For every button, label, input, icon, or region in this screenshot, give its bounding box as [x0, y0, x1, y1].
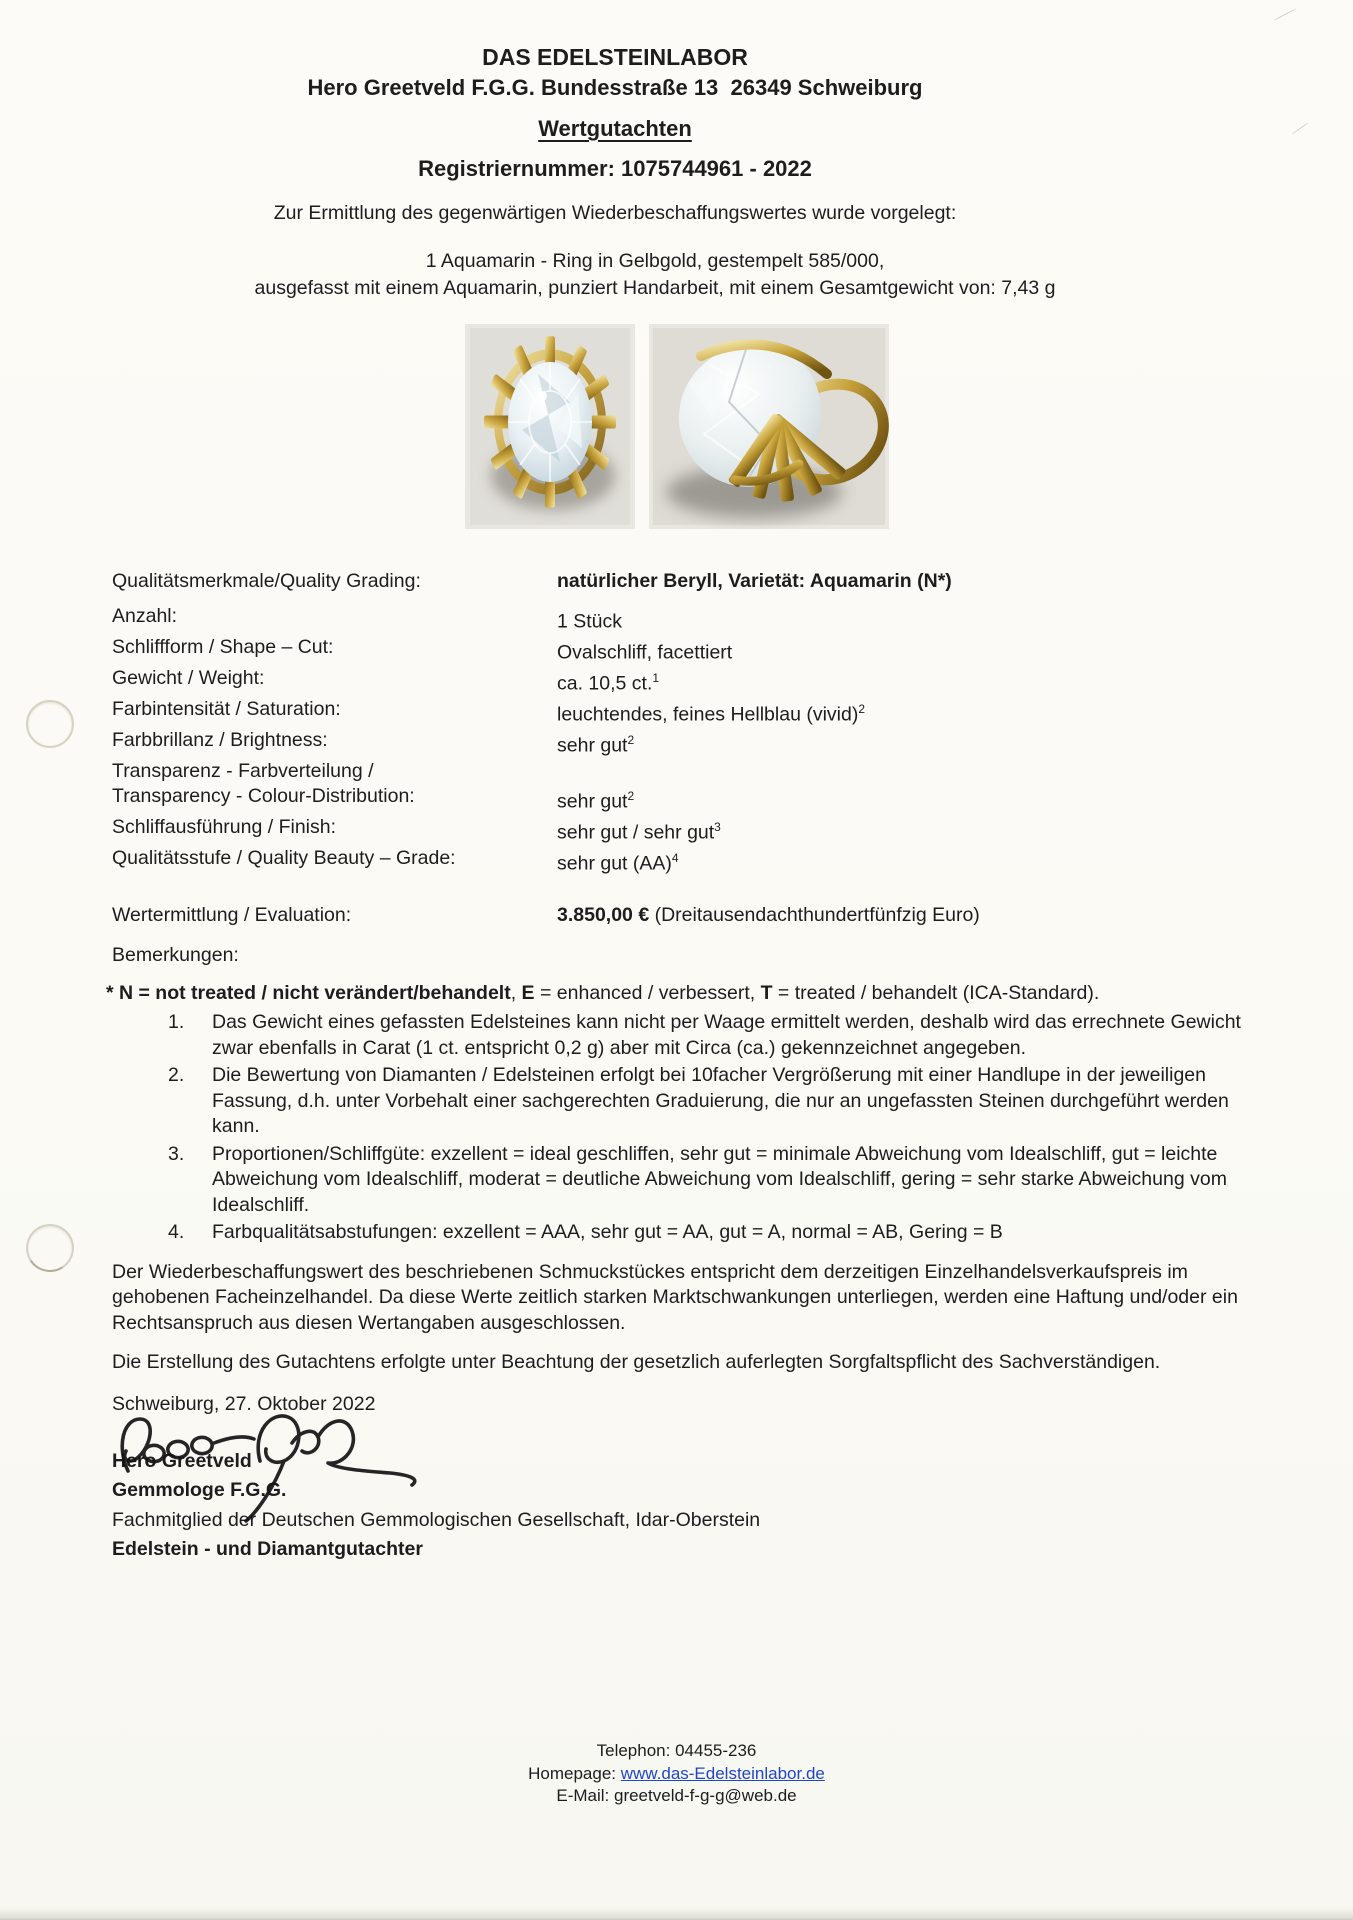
ring-photos	[0, 324, 1353, 529]
grading-rows	[112, 604, 1353, 877]
ring-photo-side-view	[649, 324, 889, 529]
registration-number: Registriernummer: 1075744961 - 2022	[418, 156, 812, 181]
footnote-item: 2. Die Bewertung von Diamanten / Edelsteinen erfolgt bei 10facher Vergrößerung mit einer Handlupe in der jeweiligen Fassung, d.h. unter Vorbehalt einer sachgerechten Graduierung, die nur an ungefassten Steinen durchgeführt werden kann.	[168, 1064, 1229, 1138]
footer-homepage-label: Homepage:	[528, 1763, 621, 1783]
hole-punch-bottom	[22, 1220, 79, 1277]
contact-footer	[0, 1740, 1353, 1808]
footnote-item: 1. Das Gewicht eines gefassten Edelsteines kann nicht per Waage ermittelt werden, deshalb wird das errechnete Gewicht zwar ebenfalls in Carat (1 ct. entspricht 0,2 g) aber mit Circa (ca.) gekennzeichnet angegeben.	[168, 1011, 1241, 1059]
signer-membership: Fachmitglied der Deutschen Gemmologischen Gesellschaft, Idar-Oberstein	[112, 1508, 761, 1531]
quality-grading-section	[112, 569, 1353, 928]
evaluation-amount: 3.850,00 €	[557, 904, 650, 927]
evaluation-label: Wertermittlung / Evaluation:	[112, 904, 352, 927]
signer-role: Edelstein - und Diamantgutachter	[112, 1538, 423, 1561]
footer-phone: Telephon: 04455-236	[596, 1741, 757, 1760]
value-disclaimer-paragraph: Der Wiederbeschaffungswert des beschriebenen Schmuckstückes entspricht dem derzeitigen Einzelhandelsverkaufspreis im gehobenen Facheinzelhandel. Da diese Werte zeitlich starken Marktschwankungen unterliegen, werden eine Haftung und/oder ein Rechtsanspruch aus diesen Wertangaben ausgeschlossen.	[112, 1260, 1238, 1334]
signer-name: Hero Greetveld	[112, 1449, 252, 1472]
signer-title: Gemmologe F.G.G.	[112, 1479, 287, 1502]
footer-homepage-line	[0, 1763, 1353, 1786]
footnote-item: 4. Farbqualitätsabstufungen: exzellent = AAA, sehr gut = AA, gut = A, normal = AB, Gering = B	[168, 1221, 1003, 1244]
grading-row: Schliffausführung / Finish: sehr gut / sehr gut$^3$	[112, 816, 721, 844]
document-title: Wertgutachten	[538, 116, 692, 141]
grading-row: Schliffform / Shape – Cut: Ovalschliff, facettiert	[112, 636, 733, 664]
hole-punch-top	[26, 700, 74, 748]
grading-section-label: Qualitätsmerkmale/Quality Grading:	[112, 570, 421, 592]
scan-bottom-edge	[0, 1908, 1353, 1920]
footnotes-list	[168, 1010, 1250, 1246]
grading-section-header	[112, 569, 1353, 594]
intro-line: Zur Ermittlung des gegenwärtigen Wiederbeschaffungswertes wurde vorgelegt:	[273, 202, 957, 224]
grading-row: Qualitätsstufe / Quality Beauty – Grade: sehr gut (AA)$^4$	[112, 847, 679, 875]
grading-row: Transparency - Colour-Distribution: sehr gut$^2$	[112, 785, 635, 813]
footer-email: E-Mail: greetveld-f-g-g@web.de	[556, 1786, 797, 1805]
ring-photo-top-view	[465, 324, 635, 529]
lab-name: DAS EDELSTEINLABOR	[482, 44, 748, 70]
grading-row: Gewicht / Weight: ca. 10,5 ct.$^1$	[112, 667, 660, 695]
lab-address: Hero Greetveld F.G.G. Bundesstraße 13 26349 Schweiburg	[307, 75, 923, 100]
treatment-legend: * N = not treated / nicht verändert/behandelt, E = enhanced / verbessert, T = treated / behandelt (ICA-Standard).	[106, 982, 1100, 1005]
grading-row: Farbintensität / Saturation: leuchtendes, feines Hellblau (vivid)$^2$	[112, 698, 866, 726]
item-line-2: ausgefasst mit einem Aquamarin, punziert Handarbeit, mit einem Gesamtgewicht von: 7,43 g	[254, 277, 1056, 299]
grading-row: Anzahl: 1 Stück	[112, 605, 623, 633]
evaluation-row	[112, 903, 1353, 928]
footer-homepage-link[interactable]: www.das-Edelsteinlabor.de	[620, 1763, 825, 1783]
remarks-label: Bemerkungen:	[112, 944, 239, 967]
grading-section-value: natürlicher Beryll, Varietät: Aquamarin (N*)	[557, 570, 952, 592]
item-line-1: 1 Aquamarin - Ring in Gelbgold, gestempelt 585/000,	[425, 250, 885, 272]
item-description	[0, 248, 1310, 302]
grading-row: Transparenz - Farbverteilung /	[112, 759, 374, 782]
diligence-paragraph: Die Erstellung des Gutachtens erfolgte unter Beachtung der gesetzlich auferlegten Sorgfaltspflicht des Sachverständigen.	[112, 1351, 1161, 1374]
scan-artifact	[1273, 8, 1296, 21]
evaluation-amount-words: (Dreitausendachthundertfünfzig Euro)	[649, 904, 980, 927]
place-date-line: Schweiburg, 27. Oktober 2022	[112, 1392, 376, 1415]
signature-block	[112, 1447, 1353, 1565]
scan-artifact	[1292, 122, 1309, 134]
grading-row: Farbbrillanz / Brightness: sehr gut$^2$	[112, 729, 635, 757]
footnote-item: 3. Proportionen/Schliffgüte: exzellent = ideal geschliffen, sehr gut = minimale Abweichung vom Idealschliff, gut = leichte Abweichung vom Idealschliff, moderat = deutliche Abweichung vom Idealschliff, gering = sehr starke Abweichung vom Idealschliff.	[168, 1142, 1227, 1216]
document-header	[0, 0, 1230, 226]
